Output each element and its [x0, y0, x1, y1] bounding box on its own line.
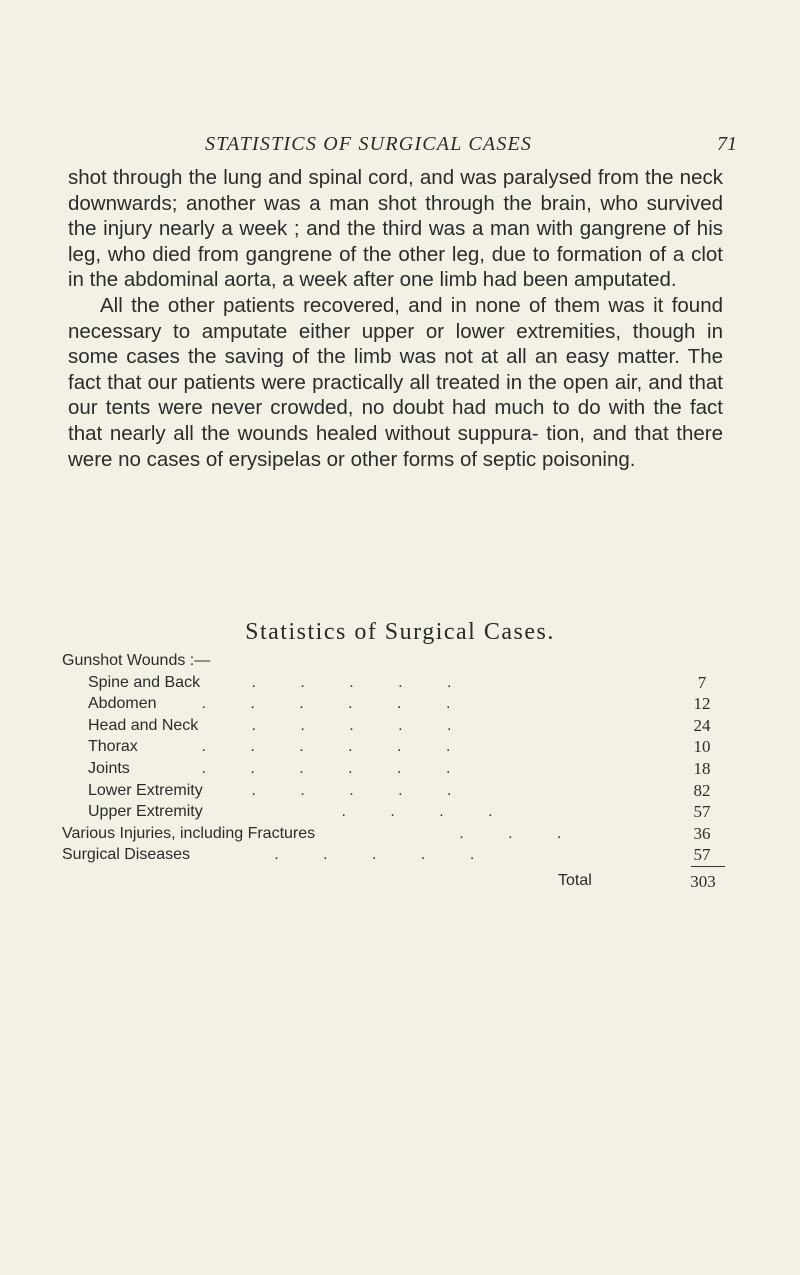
total-row: [558, 872, 723, 894]
row-label: Thorax: [88, 738, 138, 756]
table-row: [62, 758, 722, 780]
table-row: [62, 672, 722, 694]
row-label: Joints: [88, 759, 130, 777]
page-number: 71: [717, 133, 737, 155]
total-label: Total: [558, 872, 592, 889]
row-value: 24: [693, 715, 711, 735]
row-value: 18: [693, 758, 711, 778]
total-value: 303: [690, 872, 716, 891]
leader-dots: . . . . . .: [197, 759, 451, 777]
paragraph-1: shot through the lung and spinal cord, and was paralysed from the neck downwards; another was a man shot through the brain, who survived the injury nearly a week ; and the third was a man with gangrene of his leg, who died from gangrene of the other leg, due to formation of a clot in the abdominal aorta, a week after one limb had been amputated.: [68, 166, 723, 292]
row-label: Surgical Diseases: [62, 846, 191, 864]
row-value: 10: [693, 737, 711, 757]
table-row: [62, 801, 722, 823]
leader-dots: . . . .: [297, 803, 493, 821]
table-row: [62, 693, 722, 715]
section-title-text: Statistics of Surgical Cases.: [245, 619, 555, 645]
running-head: STATISTICS OF SURGICAL CASES: [205, 133, 533, 155]
row-value: 57: [693, 802, 711, 822]
row-value: 36: [693, 823, 711, 843]
statistics-table: [62, 650, 722, 866]
table-row: [62, 780, 722, 802]
row-label: Lower Extremity: [88, 781, 203, 799]
table-row: [62, 715, 722, 737]
row-value: 7: [697, 672, 707, 692]
row-label: Head and Neck: [88, 716, 199, 734]
leader-dots: . . . . .: [247, 716, 452, 734]
leader-dots: . . . . .: [247, 673, 452, 691]
leader-dots: . . . . .: [252, 846, 475, 864]
leader-dots: . . .: [437, 824, 562, 842]
row-value: 12: [693, 694, 711, 714]
row-label: Spine and Back: [88, 673, 201, 691]
row-label: Upper Extremity: [88, 803, 203, 821]
leader-dots: . . . . .: [247, 781, 452, 799]
row-label: Abdomen: [88, 695, 157, 713]
group-heading: Gunshot Wounds :—: [62, 652, 211, 669]
row-label: Various Injuries, including Fractures: [62, 824, 316, 842]
table-row: [62, 823, 722, 845]
table-row: [62, 736, 722, 758]
paragraph-2: All the other patients recovered, and in none of them was it found necessary to amputate either upper or lower extremities, though in some cases the saving of the limb was not at all an easy matter. The fact that our patients were practically all treated in the open air, and that our tents were never crowded, no doubt had much to do with the fact that nearly all the wounds healed without suppura- tion, and that there were no cases of erysipelas or other forms of septic poisoning.: [68, 293, 723, 471]
section-title: [0, 619, 800, 646]
row-value: 82: [693, 780, 711, 800]
group-heading-row: [62, 650, 722, 672]
table-row: [62, 844, 722, 866]
leader-dots: . . . . . .: [197, 695, 451, 713]
leader-dots: . . . . . .: [197, 738, 451, 756]
row-value: 57: [693, 845, 711, 865]
sum-rule: [691, 866, 725, 867]
body-text: [68, 165, 723, 472]
